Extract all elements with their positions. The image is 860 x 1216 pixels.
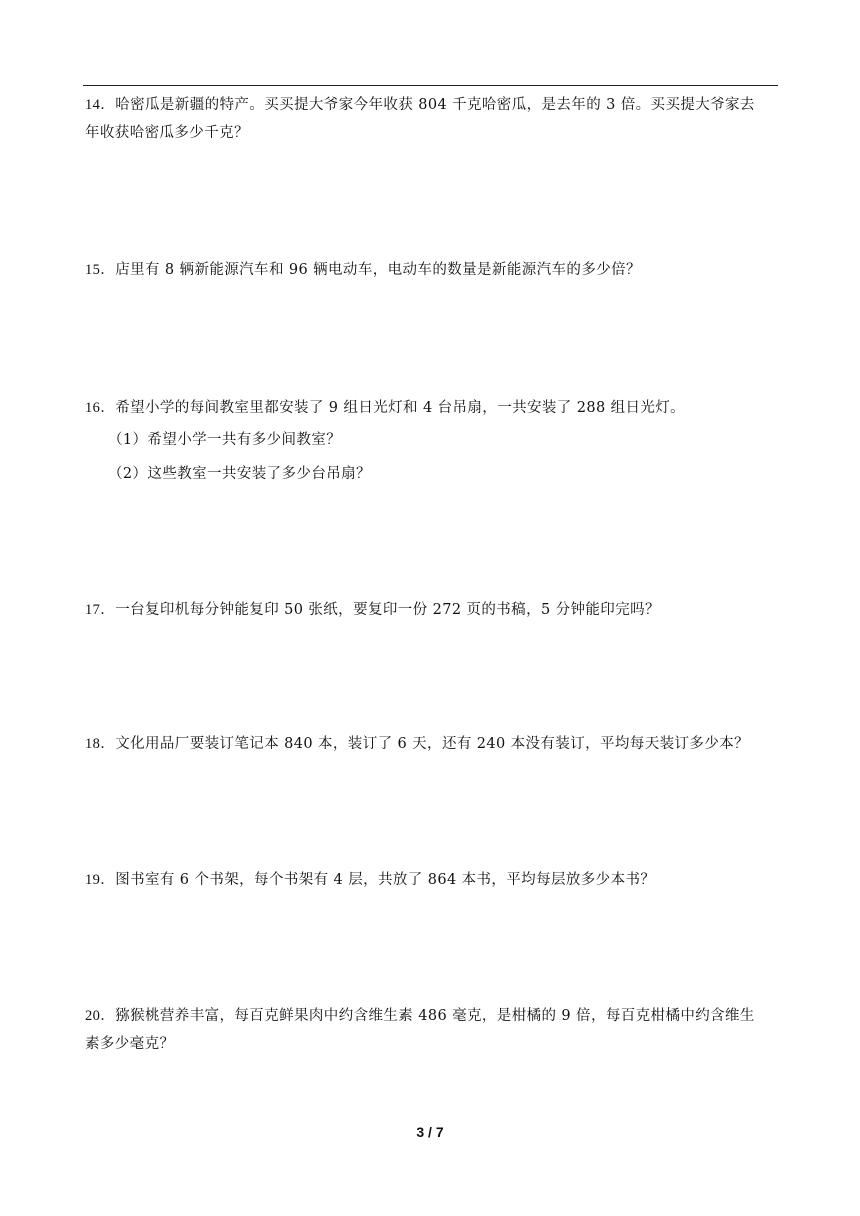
question-19: [85, 866, 780, 894]
question-18: [85, 730, 780, 758]
question-text: 店里有 8 辆新能源汽车和 96 辆电动车，电动车的数量是新能源汽车的多少倍？: [115, 262, 641, 278]
question-14: [85, 91, 780, 147]
question-16: [85, 394, 780, 422]
sub-question-1: （1）希望小学一共有多少间教室？: [108, 432, 342, 448]
question-number: 14．: [85, 97, 116, 113]
question-text: 猕猴桃营养丰富，每百克鲜果肉中约含维生素 486 毫克，是柑橘的 9 倍，每百克柑橘中约含维生: [115, 1008, 755, 1024]
question-line: [85, 596, 780, 624]
sub-question-2: （2）这些教室一共安装了多少台吊扇？: [108, 466, 371, 482]
question-text: 年收获哈密瓜多少千克？: [85, 125, 249, 141]
question-line: [85, 1030, 780, 1058]
question-line: [85, 394, 780, 422]
question-text: 素多少毫克？: [85, 1036, 175, 1052]
question-number: 18．: [85, 736, 116, 752]
question-text: 图书室有 6 个书架，每个书架有 4 层，共放了 864 本书，平均每层放多少本书？: [115, 872, 656, 888]
question-17: [85, 596, 780, 624]
header-rule: [83, 85, 778, 86]
question-15: [85, 256, 780, 284]
question-text: 文化用品厂要装订笔记本 840 本，装订了 6 天，还有 240 本没有装订，平均每天装订多少本？: [115, 736, 750, 752]
question-line: [85, 1002, 780, 1030]
question-number: 15．: [85, 262, 116, 278]
question-number: 16．: [85, 400, 116, 416]
question-number: 20．: [85, 1008, 116, 1024]
question-text: 一台复印机每分钟能复印 50 张纸，要复印一份 272 页的书稿，5 分钟能印完吗？: [115, 602, 660, 618]
question-number: 19．: [85, 872, 116, 888]
question-line: [85, 119, 780, 147]
question-number: 17．: [85, 602, 116, 618]
question-text: 希望小学的每间教室里都安装了 9 组日光灯和 4 台吊扇，一共安装了 288 组日光灯。: [115, 400, 686, 416]
question-line: [85, 256, 780, 284]
question-20: [85, 1002, 780, 1058]
question-line: [85, 730, 780, 758]
question-line: [85, 91, 780, 119]
question-line: [85, 866, 780, 894]
page-indicator: 3 / 7: [416, 1124, 444, 1140]
question-text: 哈密瓜是新疆的特产。买买提大爷家今年收获 804 千克哈密瓜，是去年的 3 倍。买买提大爷家去: [115, 97, 755, 113]
